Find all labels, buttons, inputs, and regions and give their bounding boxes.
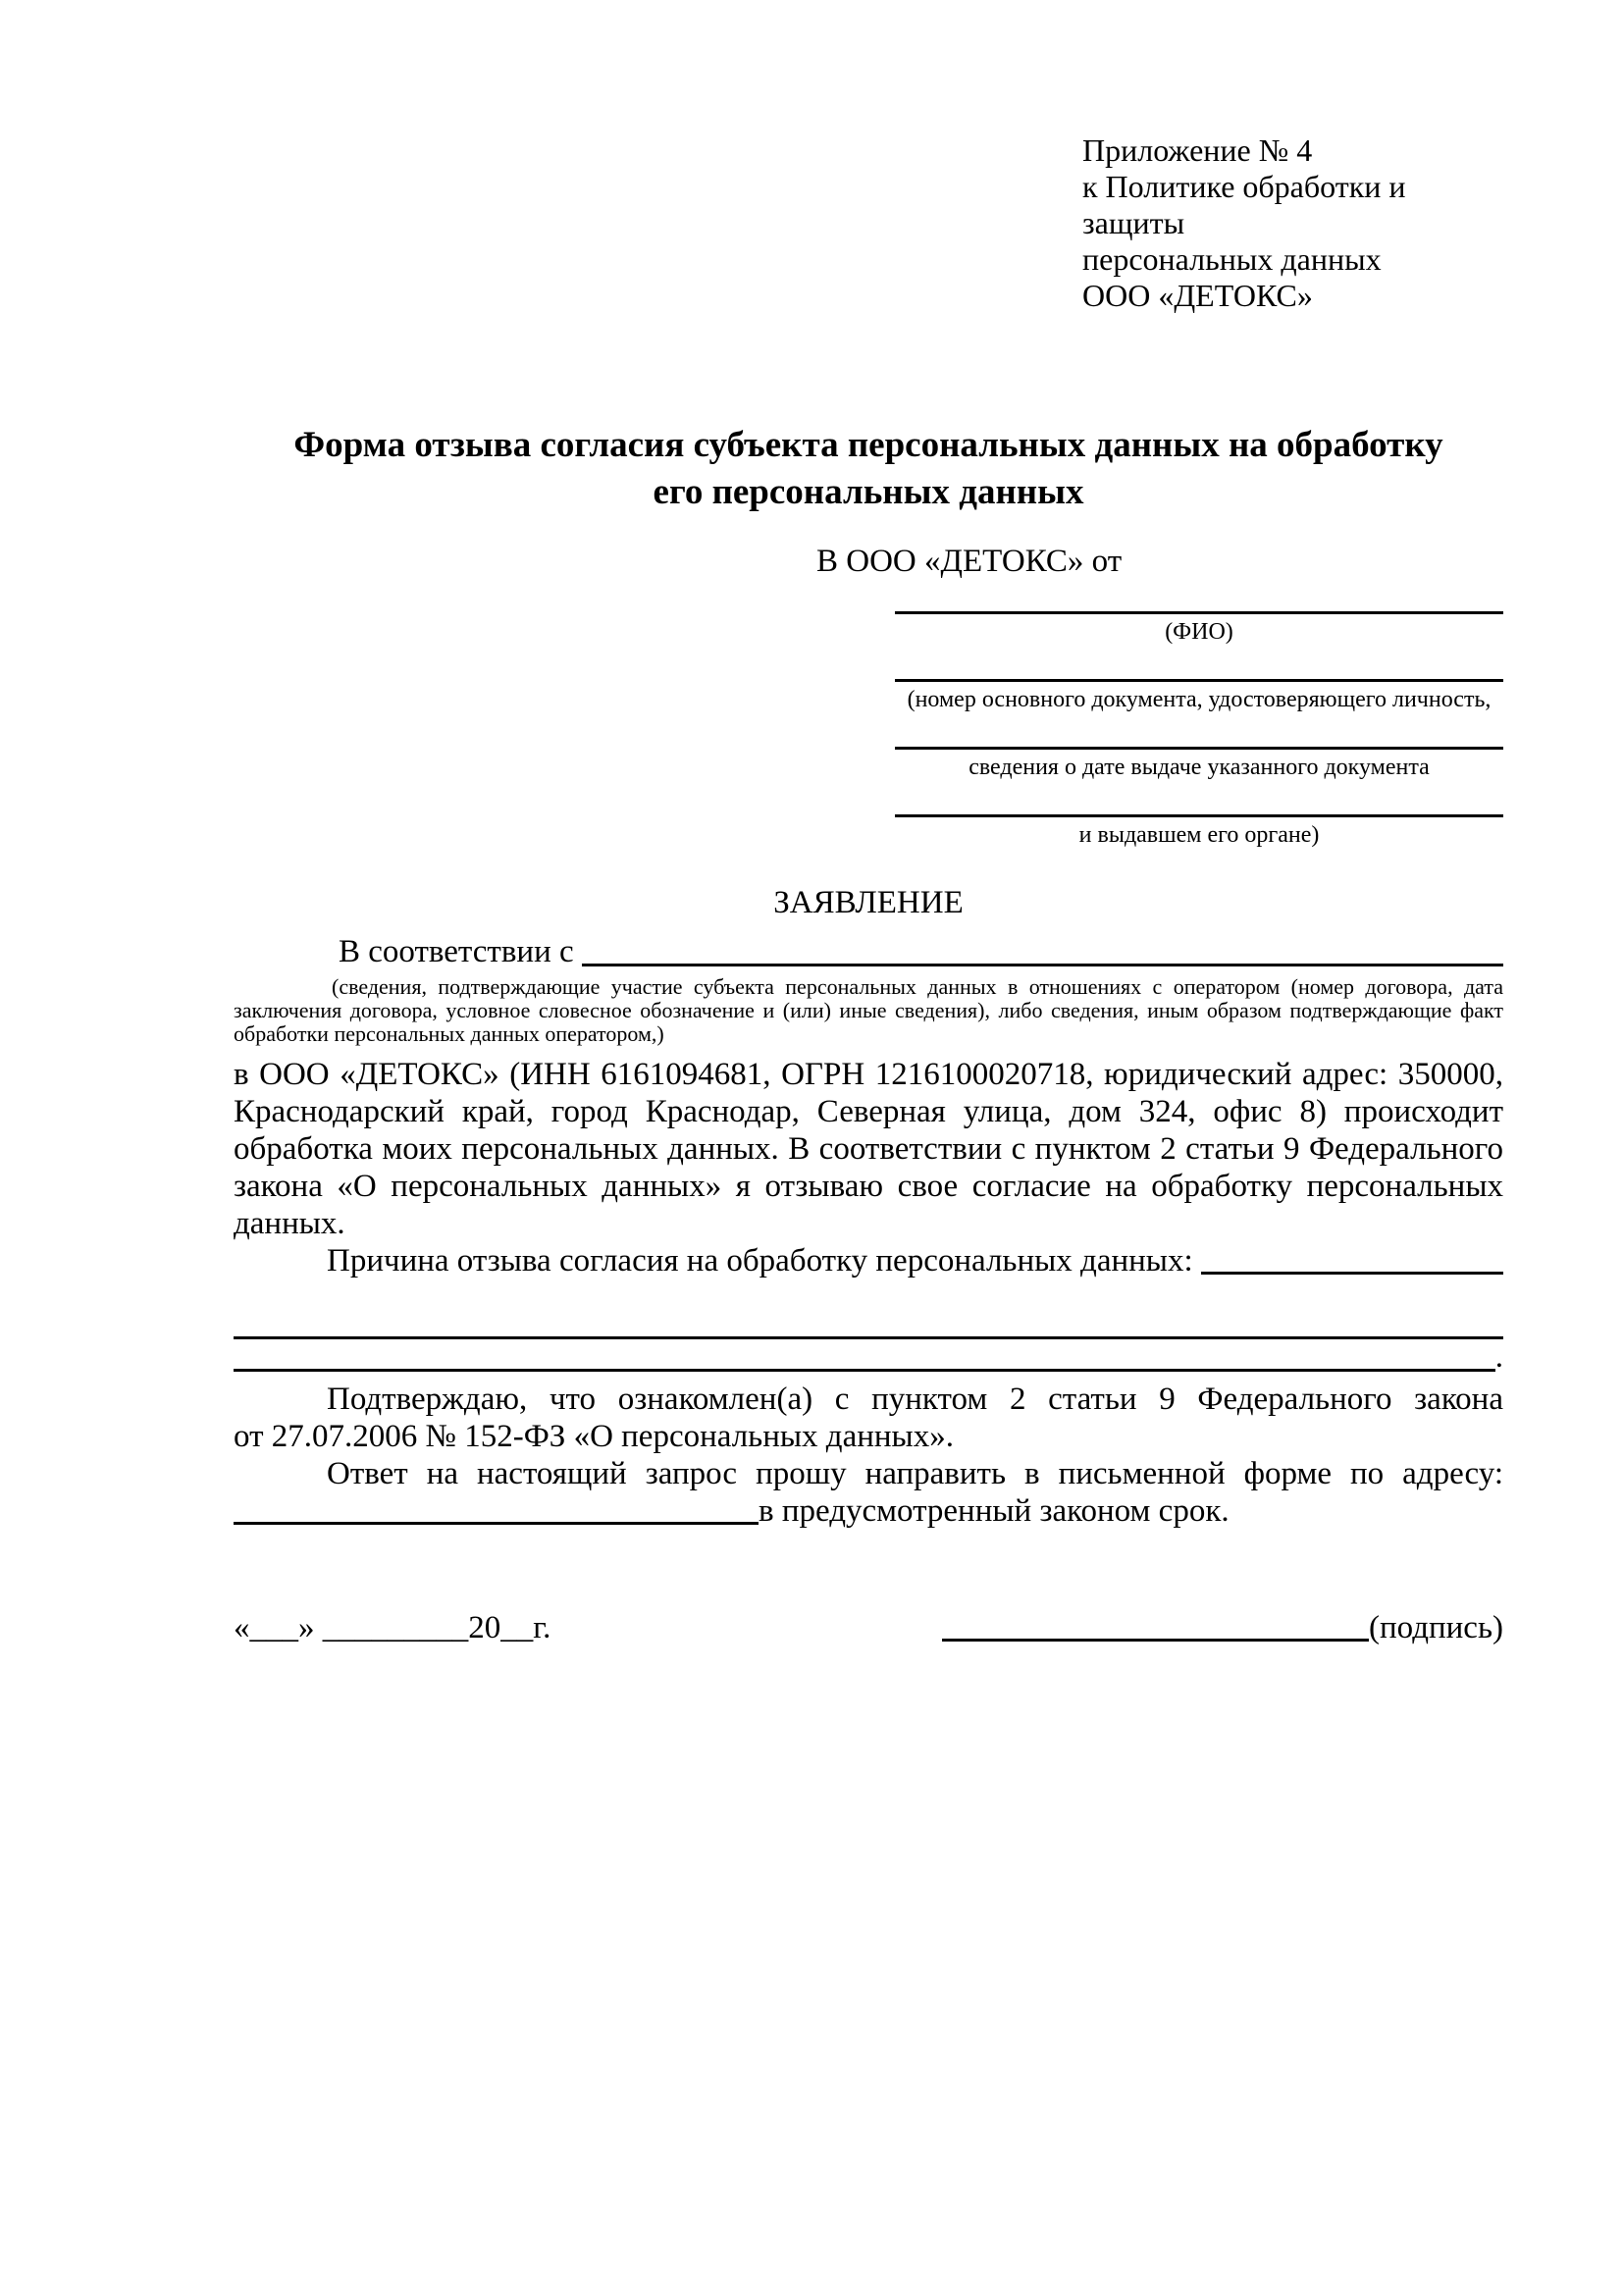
addressee-block — [816, 542, 1503, 852]
body-line-2: Краснодарский край, город Краснодар, Северная улица, дом 324, офис 8) происходит — [234, 1094, 1503, 1129]
accordance-caption-line-1: (сведения, подтверждающие участие субъекта персональных данных в отношениях с оператором (номер договора, дата — [332, 974, 1503, 999]
accordance-prefix: В соответствии с — [339, 934, 582, 969]
accordance-caption-line-2: заключения договора, условное словесное обозначение и (или) иные сведения), либо сведения, иным образом подтверждающие факт — [234, 998, 1503, 1022]
accordance-field-line[interactable] — [582, 932, 1503, 966]
fio-caption: (ФИО) — [1165, 619, 1233, 645]
reason-line — [234, 1242, 1503, 1279]
reason-field-line[interactable] — [1201, 1242, 1503, 1275]
body-line-3: обработка моих персональных данных. В соответствии с пунктом 2 статьи 9 Федерального — [234, 1131, 1503, 1167]
reason-extra-line-2[interactable] — [234, 1339, 1495, 1372]
body-paragraph — [234, 1056, 1503, 1242]
body-line-4: закона «О персональных данных» я отзываю свое согласие на обработку персональных — [234, 1169, 1503, 1204]
doc-issuer-caption: и выдавшем его органе) — [1078, 822, 1320, 848]
fio-field-line[interactable] — [895, 581, 1503, 614]
form-title-line-1: Форма отзыва согласия субъекта персональных данных на обработку — [293, 425, 1443, 465]
reply-line-1: Ответ на настоящий запрос прошу направить в письменной форме по адресу: — [327, 1456, 1503, 1491]
date-line[interactable]: «___» _________20__г. — [234, 1610, 551, 1645]
appendix-header-line-2: к Политике обработки и защиты — [1082, 169, 1406, 240]
statement-heading: ЗАЯВЛЕНИЕ — [773, 885, 964, 920]
reason-terminator: . — [1494, 1339, 1503, 1375]
accordance-caption — [234, 975, 1503, 1046]
confirmation-line-2: от 27.07.2006 № 152-ФЗ «О персональных данных». — [234, 1419, 954, 1454]
reason-prefix: Причина отзыва согласия на обработку персональных данных: — [327, 1243, 1201, 1278]
appendix-header-line-4: ООО «ДЕТОКС» — [1082, 278, 1313, 313]
doc-number-field-line[interactable] — [895, 649, 1503, 682]
reason-extra-line-2-row — [234, 1339, 1503, 1375]
doc-date-caption: сведения о дате выдаче указанного документа — [969, 755, 1430, 780]
confirmation-line-1: Подтверждаю, что ознакомлен(а) с пунктом 2 статьи 9 Федерального закона — [327, 1382, 1503, 1417]
body-line-1: в ООО «ДЕТОКС» (ИНН 6161094681, ОГРН 1216100020718, юридический адрес: 350000, — [234, 1057, 1503, 1092]
reason-extra-line-1[interactable] — [234, 1319, 1503, 1339]
doc-date-field-line[interactable] — [895, 716, 1503, 750]
reply-line-2 — [234, 1492, 1503, 1530]
form-title-line-2: его персональных данных — [653, 472, 1084, 512]
reply-suffix: в предусмотренный законом срок. — [759, 1493, 1230, 1529]
addressee-to-line: В ООО «ДЕТОКС» от — [816, 544, 1123, 579]
signature-caption: (подпись) — [1369, 1610, 1503, 1645]
accordance-caption-line-3: обработки персональных данных оператором,) — [234, 1021, 664, 1046]
date-signature-row — [234, 1608, 1503, 1647]
accordance-line — [234, 932, 1503, 971]
reply-paragraph — [234, 1455, 1503, 1530]
signature-field-line[interactable] — [942, 1609, 1369, 1642]
body-line-5: данных. — [234, 1206, 345, 1241]
signature-block — [942, 1608, 1503, 1647]
appendix-header-line-3: персональных данных — [1082, 241, 1382, 277]
doc-number-caption: (номер основного документа, удостоверяющего личность, — [907, 687, 1492, 712]
form-title — [234, 422, 1503, 516]
doc-issuer-field-line[interactable] — [895, 784, 1503, 817]
appendix-header-line-1: Приложение № 4 — [1082, 132, 1313, 168]
appendix-header — [1082, 132, 1503, 314]
reply-address-field-line[interactable] — [234, 1492, 759, 1525]
confirmation-paragraph — [234, 1381, 1503, 1455]
